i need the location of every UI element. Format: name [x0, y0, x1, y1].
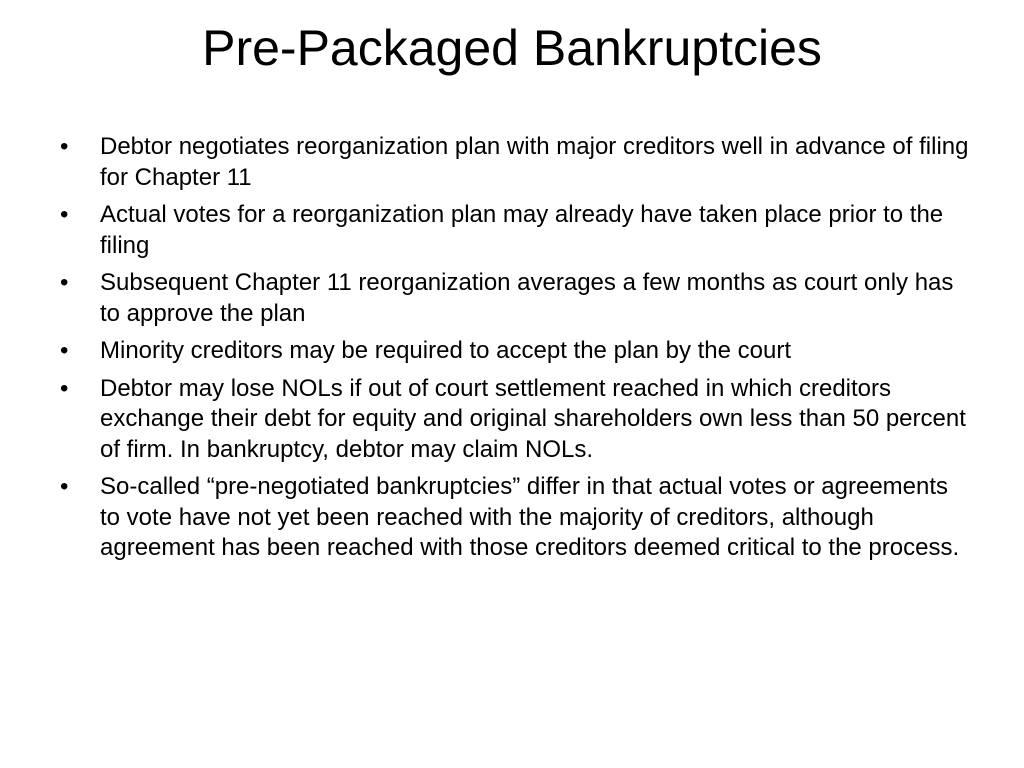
bullet-text: Actual votes for a reorganization plan may already have taken place prior to the filing	[100, 201, 944, 259]
bullet-item	[60, 132, 970, 193]
bullet-marker: •	[60, 201, 69, 228]
bullet-marker: •	[60, 269, 69, 296]
bullet-item	[60, 268, 970, 329]
bullet-text: Debtor negotiates reorganization plan with major creditors well in advance of filing for Chapter 11	[100, 133, 969, 191]
bullet-item	[60, 200, 970, 261]
bullet-marker: •	[60, 133, 69, 160]
slide-title: Pre-Packaged Bankruptcies	[202, 20, 822, 76]
bullet-item	[60, 374, 970, 466]
bullet-text: So-called “pre-negotiated bankruptcies” differ in that actual votes or agreements to vote have not yet been reached with the majority of creditors, although agreement has been reached with those creditors deemed critical to the process.	[100, 473, 960, 561]
bullet-item	[60, 472, 970, 564]
bullet-item	[60, 336, 970, 367]
bullet-list	[60, 132, 970, 571]
bullet-marker: •	[60, 473, 69, 500]
bullet-text: Subsequent Chapter 11 reorganization averages a few months as court only has to approve the plan	[100, 269, 954, 327]
bullet-text: Debtor may lose NOLs if out of court settlement reached in which creditors exchange their debt for equity and original shareholders own less than 50 percent of firm. In bankruptcy, debtor may claim NOLs.	[100, 374, 966, 463]
bullet-marker: •	[60, 374, 69, 402]
bullet-marker: •	[60, 337, 69, 364]
bullet-text: Minority creditors may be required to accept the plan by the court	[100, 337, 792, 364]
